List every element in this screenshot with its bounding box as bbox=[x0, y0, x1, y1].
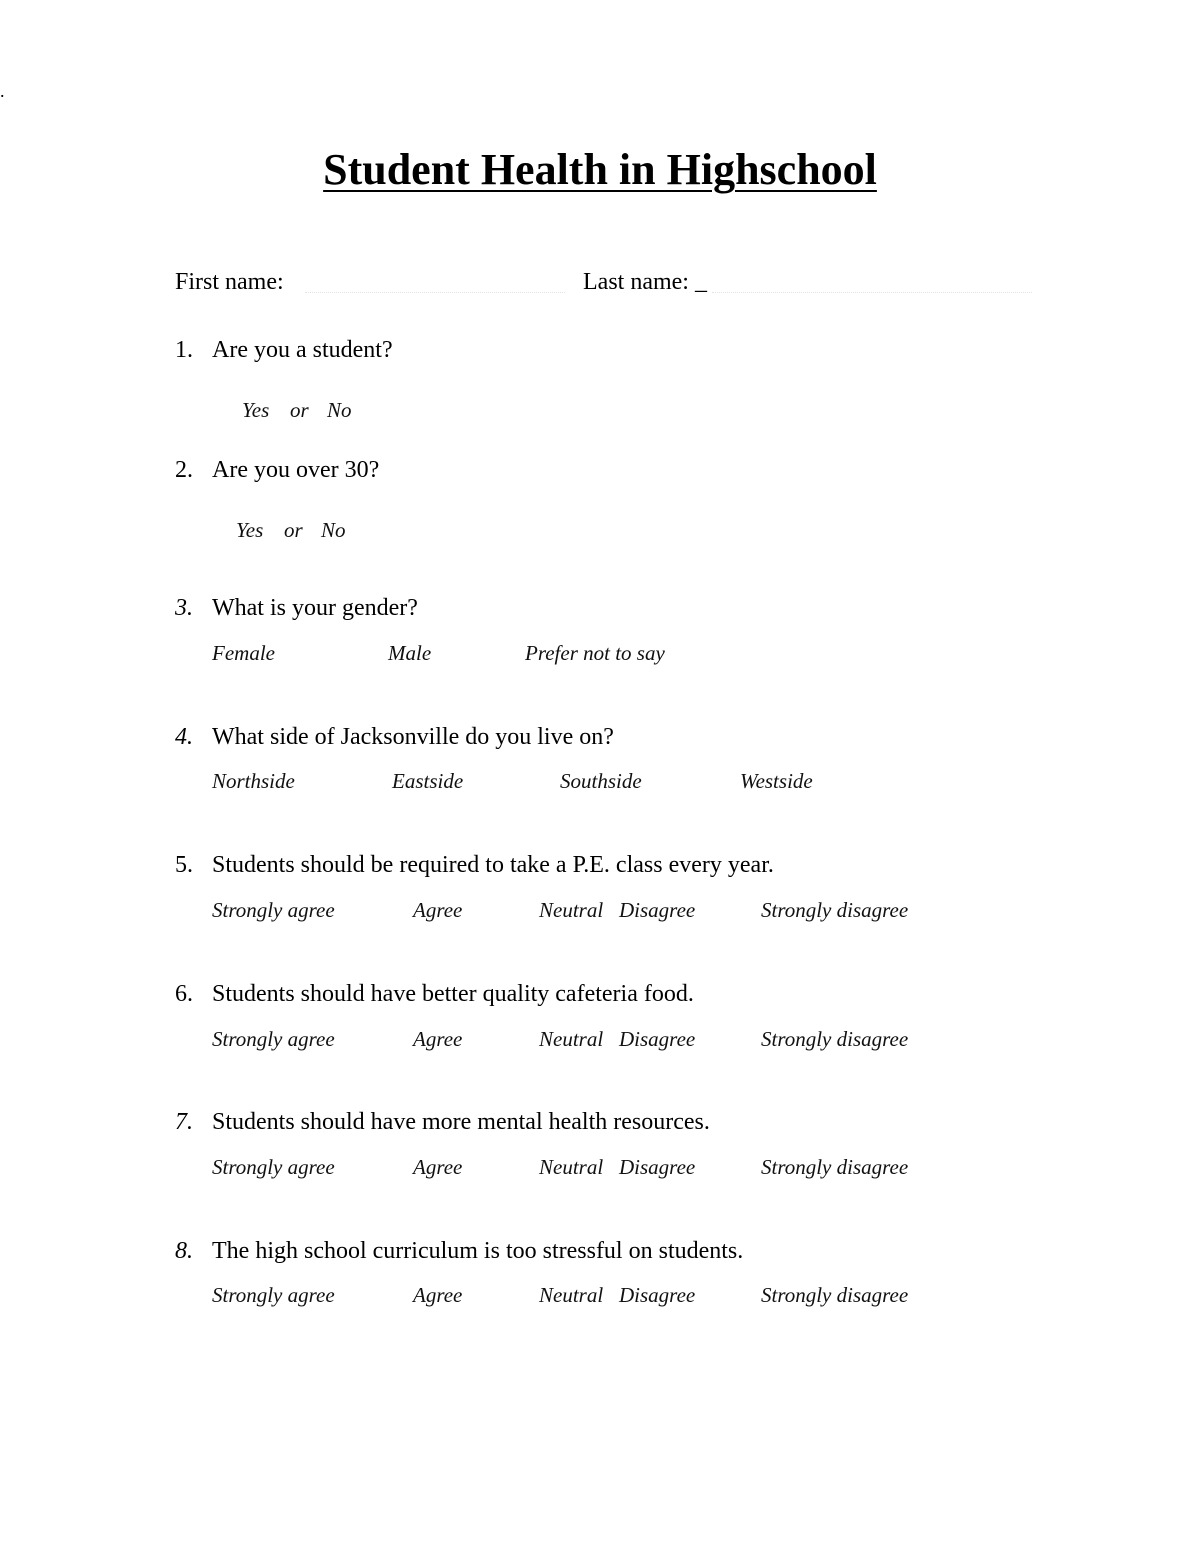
option-yes[interactable]: Yes bbox=[242, 398, 270, 422]
option-strongly-agree[interactable]: Strongly agree bbox=[212, 898, 335, 922]
question-3 bbox=[175, 592, 418, 624]
question-1 bbox=[175, 334, 393, 366]
option-eastside[interactable]: Eastside bbox=[392, 769, 464, 793]
question-number: 5. bbox=[175, 852, 193, 878]
question-number: 8. bbox=[175, 1238, 193, 1264]
question-text: Students should have more mental health resources. bbox=[212, 1109, 710, 1135]
question-4 bbox=[175, 721, 614, 753]
question-number: 1. bbox=[175, 337, 193, 363]
option-neutral[interactable]: Neutral bbox=[539, 1283, 604, 1307]
page-title: Student Health in Highschool bbox=[323, 145, 877, 194]
question-text: Students should be required to take a P.E. class every year. bbox=[212, 852, 774, 878]
option-neutral[interactable]: Neutral bbox=[539, 1027, 604, 1051]
question-text: Are you a student? bbox=[212, 337, 393, 363]
option-strongly-agree[interactable]: Strongly agree bbox=[212, 1155, 335, 1179]
option-agree[interactable]: Agree bbox=[413, 1155, 463, 1179]
option-yes[interactable]: Yes bbox=[236, 518, 264, 542]
question-text: What side of Jacksonville do you live on? bbox=[212, 724, 614, 750]
option-disagree[interactable]: Disagree bbox=[619, 1155, 696, 1179]
last-name-label: Last name: _ bbox=[583, 269, 707, 295]
option-prefer-not-to-say[interactable]: Prefer not to say bbox=[525, 641, 665, 665]
option-agree[interactable]: Agree bbox=[413, 1283, 463, 1307]
option-disagree[interactable]: Disagree bbox=[619, 1283, 696, 1307]
question-7 bbox=[175, 1106, 710, 1138]
question-8 bbox=[175, 1235, 743, 1267]
option-agree[interactable]: Agree bbox=[413, 1027, 463, 1051]
option-strongly-agree[interactable]: Strongly agree bbox=[212, 1283, 335, 1307]
question-number: 6. bbox=[175, 981, 193, 1007]
question-2 bbox=[175, 454, 379, 486]
option-disagree[interactable]: Disagree bbox=[619, 1027, 696, 1051]
question-number: 3. bbox=[175, 595, 193, 621]
option-southside[interactable]: Southside bbox=[560, 769, 642, 793]
last-name-field[interactable] bbox=[712, 292, 1032, 293]
first-name-label: First name: bbox=[175, 269, 284, 295]
question-text: What is your gender? bbox=[212, 595, 418, 621]
question-number: 4. bbox=[175, 724, 193, 750]
option-strongly-disagree[interactable]: Strongly disagree bbox=[761, 898, 909, 922]
option-no[interactable]: No bbox=[321, 518, 346, 542]
option-westside[interactable]: Westside bbox=[740, 769, 813, 793]
option-agree[interactable]: Agree bbox=[413, 898, 463, 922]
option-strongly-disagree[interactable]: Strongly disagree bbox=[761, 1283, 909, 1307]
option-no[interactable]: No bbox=[327, 398, 352, 422]
option-male[interactable]: Male bbox=[388, 641, 432, 665]
option-disagree[interactable]: Disagree bbox=[619, 898, 696, 922]
option-neutral[interactable]: Neutral bbox=[539, 1155, 604, 1179]
question-5 bbox=[175, 849, 774, 881]
question-number: 2. bbox=[175, 457, 193, 483]
option-or: or bbox=[284, 518, 303, 542]
option-strongly-disagree[interactable]: Strongly disagree bbox=[761, 1155, 909, 1179]
question-text: The high school curriculum is too stressful on students. bbox=[212, 1238, 744, 1264]
question-number: 7. bbox=[175, 1109, 193, 1135]
option-or: or bbox=[290, 398, 309, 422]
question-text: Students should have better quality cafeteria food. bbox=[212, 981, 694, 1007]
option-northside[interactable]: Northside bbox=[212, 769, 295, 793]
question-text: Are you over 30? bbox=[212, 457, 380, 483]
option-strongly-agree[interactable]: Strongly agree bbox=[212, 1027, 335, 1051]
option-neutral[interactable]: Neutral bbox=[539, 898, 604, 922]
option-strongly-disagree[interactable]: Strongly disagree bbox=[761, 1027, 909, 1051]
first-name-field[interactable] bbox=[305, 292, 565, 293]
option-female[interactable]: Female bbox=[212, 641, 275, 665]
question-6 bbox=[175, 978, 694, 1010]
corner-mark: . bbox=[0, 81, 5, 101]
